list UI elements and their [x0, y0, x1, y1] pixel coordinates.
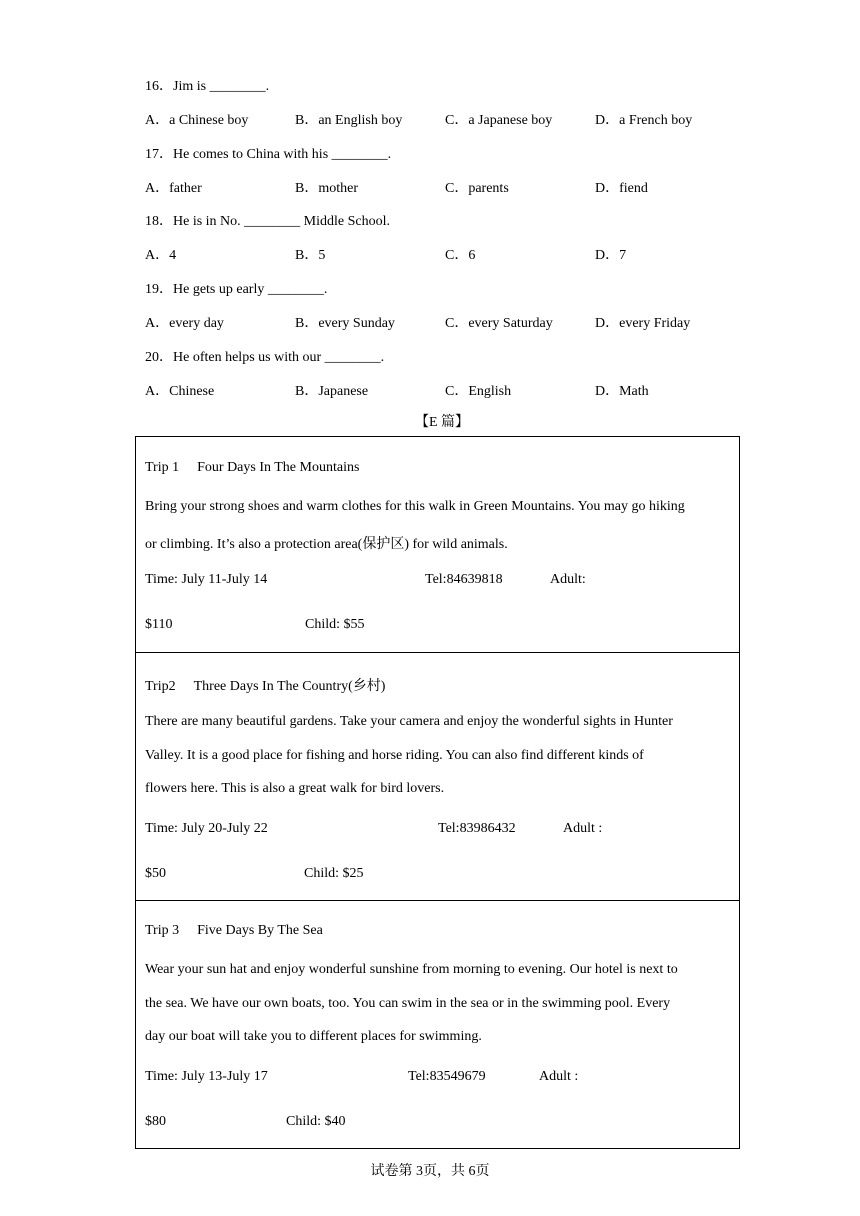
option-c: C．6	[445, 248, 476, 263]
option-b: B．5	[295, 248, 326, 263]
trip-1-box	[135, 436, 740, 653]
question-19-stem: 19．He gets up early ________.	[145, 282, 328, 297]
trip-1-child-price: Child: $55	[305, 617, 365, 632]
question-20-options	[145, 380, 785, 400]
trip-2-box	[135, 652, 740, 901]
trip-2-text-line: There are many beautiful gardens. Take your camera and enjoy the wonderful sights in Hunter	[145, 714, 673, 729]
trip-3-time: Time: July 13-July 17	[145, 1069, 268, 1084]
trip-title: Four Days In The Mountains	[197, 460, 360, 475]
trip-title: Three Days In The Country(乡村)	[193, 679, 386, 694]
trip-label: Trip 3	[145, 923, 180, 938]
question-16-stem: 16．Jim is ________.	[145, 79, 270, 94]
trip-3-text-line: Wear your sun hat and enjoy wonderful sunshine from morning to evening. Our hotel is next to	[145, 962, 678, 977]
option-c: C．a Japanese boy	[445, 113, 553, 128]
question-19-options	[145, 312, 785, 332]
trip-3-text-line: the sea. We have our own boats, too. You can swim in the sea or in the swimming pool. Every	[145, 996, 671, 1011]
trip-1-header	[145, 460, 359, 476]
trip-3-child-price: Child: $40	[286, 1114, 346, 1129]
trip-3-adult-label: Adult :	[539, 1069, 579, 1084]
trip-1-time: Time: July 11-July 14	[145, 572, 268, 587]
option-b: B．an English boy	[295, 113, 403, 128]
option-b: B．every Sunday	[295, 316, 395, 331]
question-16-options	[145, 109, 785, 129]
option-a: A．Chinese	[145, 384, 215, 399]
trip-title: Five Days By The Sea	[197, 923, 323, 938]
trip-2-adult-price: $50	[145, 866, 166, 881]
trip-2-text-line: flowers here. This is also a great walk for bird lovers.	[145, 781, 445, 796]
trip-1-text-line: Bring your strong shoes and warm clothes for this walk in Green Mountains. You may go hiking	[145, 499, 685, 514]
question-18-options	[145, 244, 785, 264]
trip-3-box	[135, 900, 740, 1149]
trip-2-time: Time: July 20-July 22	[145, 821, 268, 836]
option-a: A．4	[145, 248, 177, 263]
trip-1-adult-price: $110	[145, 617, 173, 632]
question-18-stem: 18．He is in No. ________ Middle School.	[145, 214, 390, 229]
trip-2-adult-label: Adult :	[563, 821, 603, 836]
option-d: D．a French boy	[595, 113, 693, 128]
section-title: 【E 篇】	[414, 415, 470, 430]
trip-3-text-line: day our boat will take you to different places for swimming.	[145, 1029, 482, 1044]
question-20-stem: 20．He often helps us with our ________.	[145, 350, 385, 365]
question-17-options	[145, 177, 785, 197]
question-17-stem: 17．He comes to China with his ________.	[145, 147, 392, 162]
option-c: C．parents	[445, 181, 509, 196]
option-c: C．every Saturday	[445, 316, 553, 331]
option-a: A．every day	[145, 316, 224, 331]
option-d: D．every Friday	[595, 316, 691, 331]
option-b: B．mother	[295, 181, 358, 196]
option-a: A．a Chinese boy	[145, 113, 249, 128]
trip-2-header	[145, 675, 385, 695]
trip-1-tel: Tel:84639818	[425, 572, 503, 587]
trip-label: Trip2	[145, 679, 176, 694]
page-footer: 试卷第 3页，共 6页	[370, 1164, 490, 1179]
option-a: A．father	[145, 181, 202, 196]
trip-3-adult-price: $80	[145, 1114, 166, 1129]
option-b: B．Japanese	[295, 384, 369, 399]
option-c: C．English	[445, 384, 512, 399]
option-d: D．fiend	[595, 181, 648, 196]
trip-2-child-price: Child: $25	[304, 866, 364, 881]
trip-3-tel: Tel:83549679	[408, 1069, 486, 1084]
trip-1-adult-label: Adult:	[550, 572, 586, 587]
trip-3-header	[145, 923, 323, 939]
trip-2-text-line: Valley. It is a good place for fishing and horse riding. You can also find different kinds of	[145, 748, 644, 763]
trip-label: Trip 1	[145, 460, 180, 475]
option-d: D．7	[595, 248, 627, 263]
trip-1-text-line: or climbing. It’s also a protection area(保护区) for wild animals.	[145, 537, 508, 552]
trip-2-tel: Tel:83986432	[438, 821, 516, 836]
option-d: D．Math	[595, 384, 649, 399]
